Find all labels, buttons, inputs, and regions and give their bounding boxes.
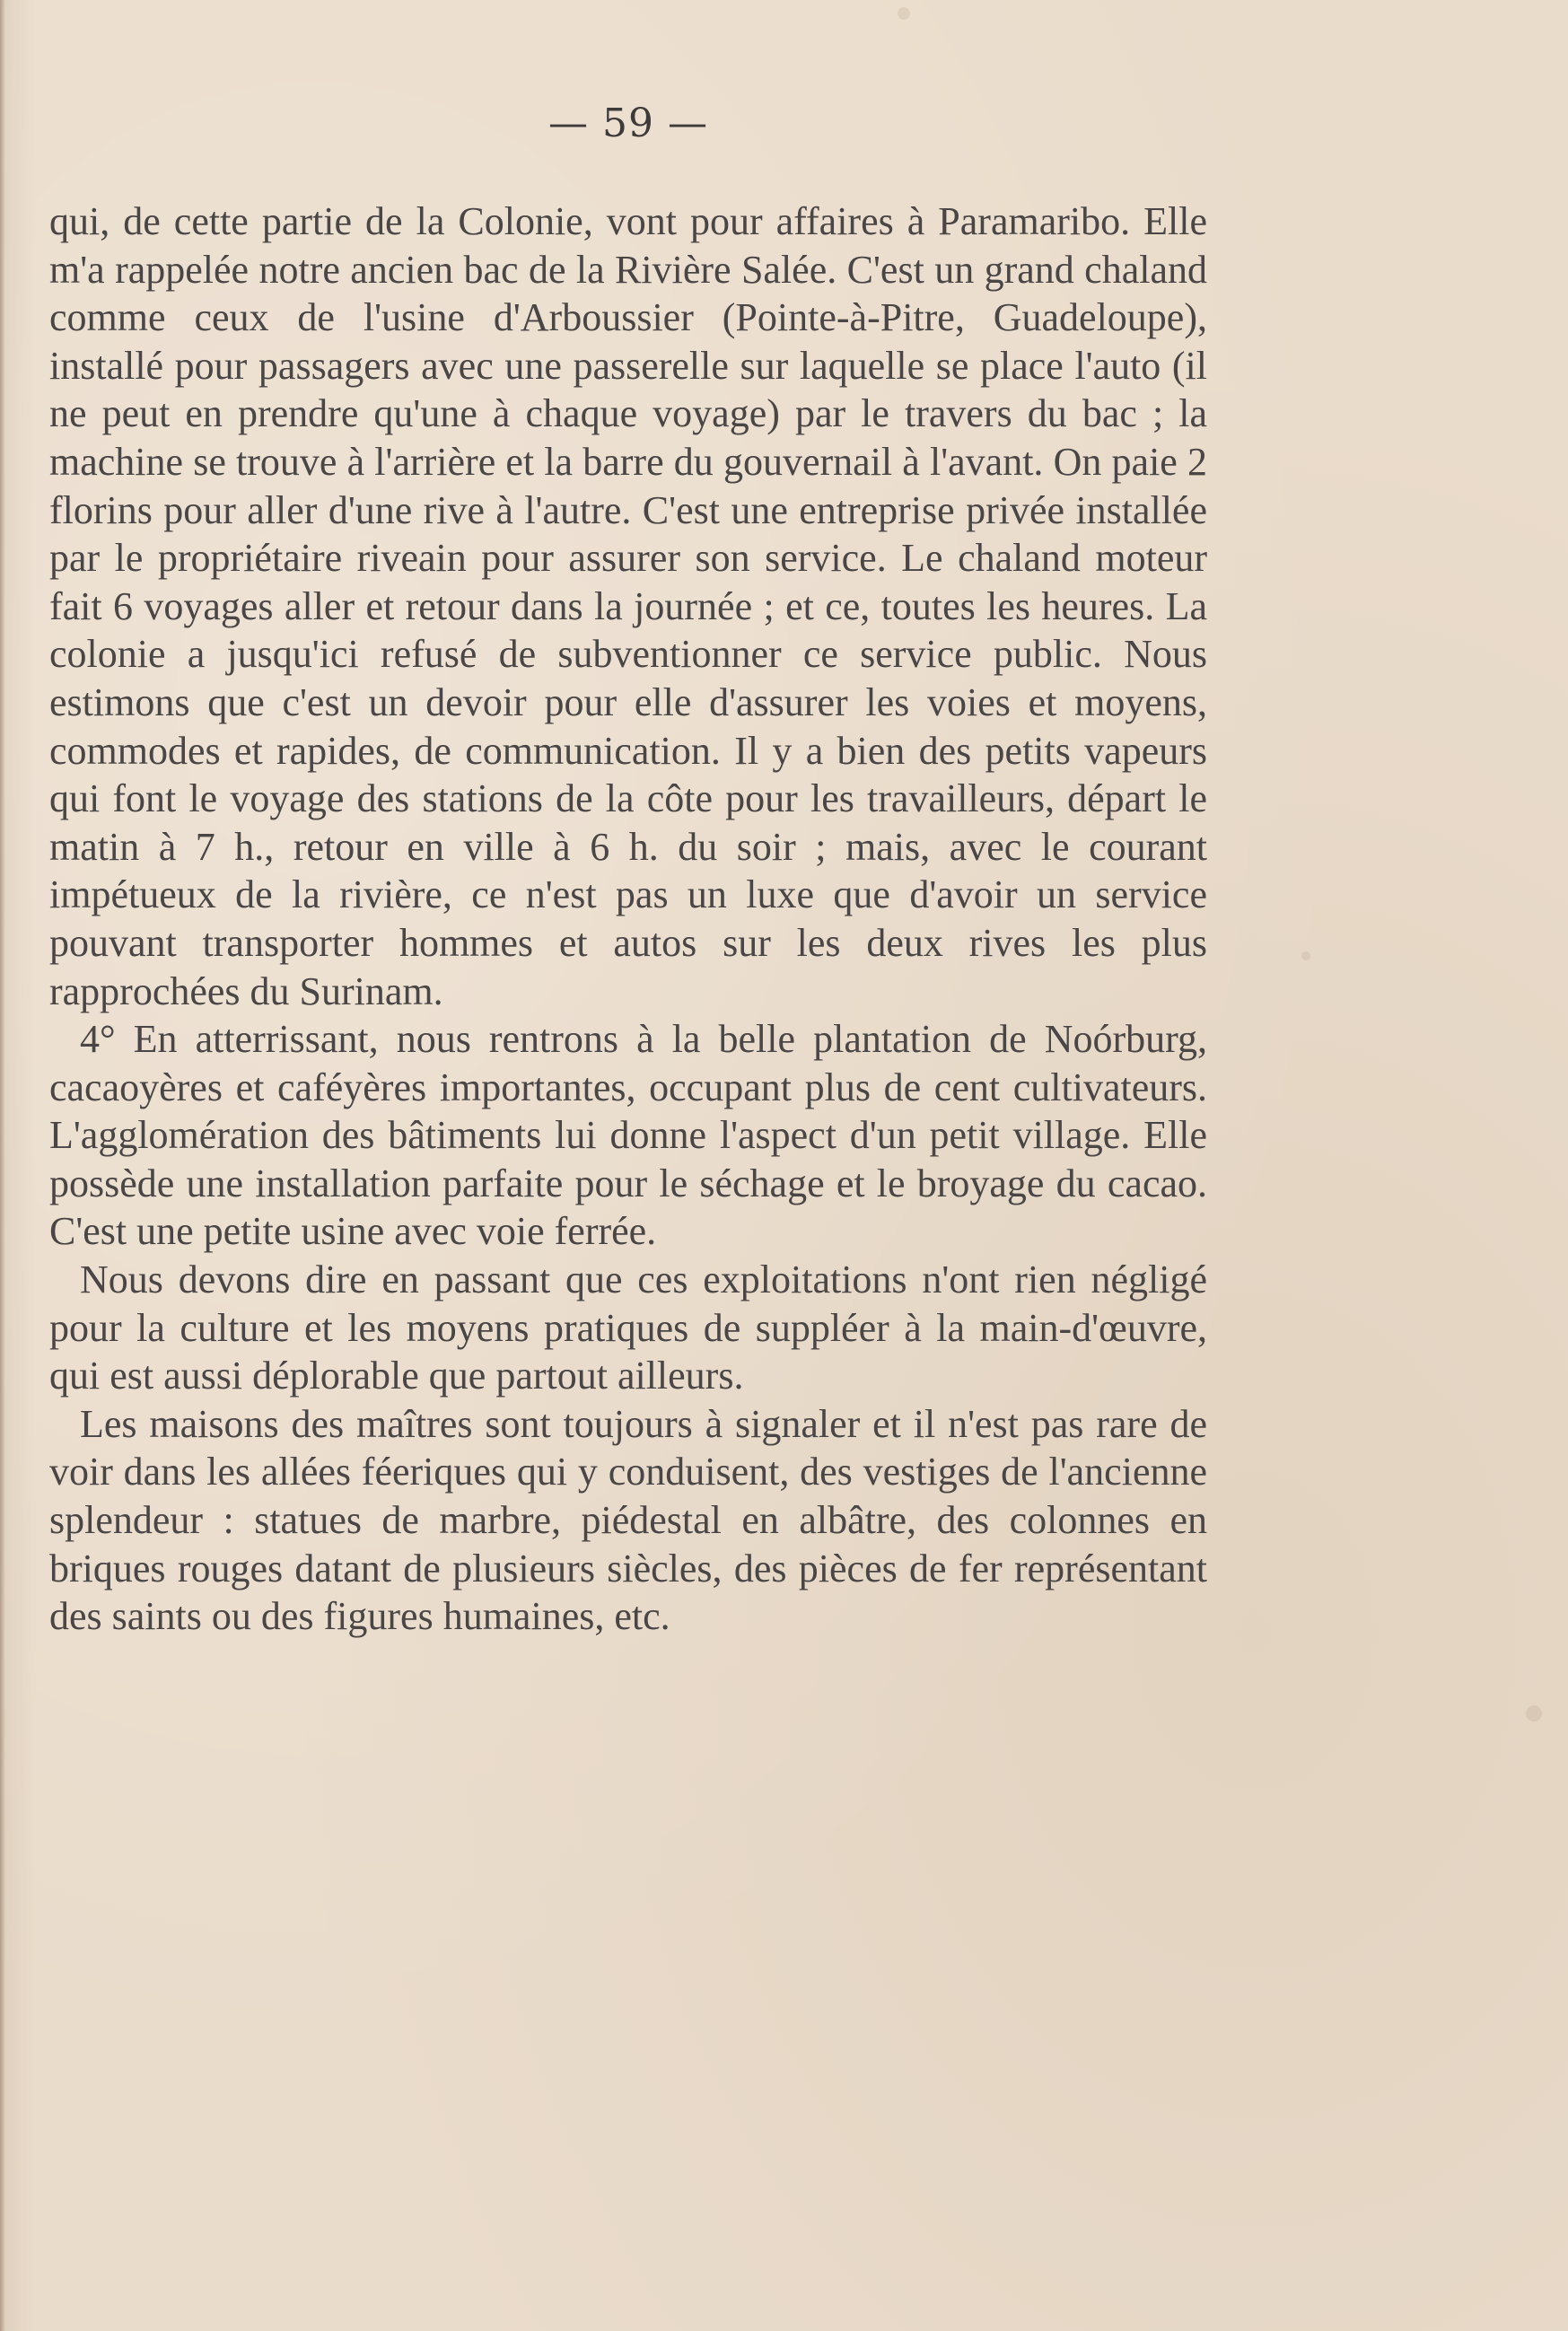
paragraph-2: 4° En atterrissant, nous rentrons à la belle plantation de Noórburg, cacaoyères et caféyères importantes, occupant plus de cent cultivateurs. L'agglomération des bâtiments lui donne l'aspect d'un petit village. Elle possède une installation parfaite pour le séchage et le broyage du cacao. C'est une petite usine avec voie ferrée. — [49, 1017, 1207, 1254]
binding-edge — [0, 0, 5, 2331]
paper-stain — [1526, 1705, 1542, 1722]
body-text — [49, 197, 1207, 1641]
paper-stain — [1301, 951, 1310, 960]
page-number: — 59 — — [548, 101, 708, 146]
paragraph-1: qui, de cette partie de la Colonie, vont pour affaires à Paramaribo. Elle m'a rappelée notre ancien bac de la Rivière Salée. C'est un grand chaland comme ceux de l'usine d'Arboussier (Pointe-à-Pitre, Guadeloupe), installé pour passagers avec une passerelle sur laquelle se place l'auto (il ne peut en prendre qu'une à chaque voyage) par le travers du bac ; la machine se trouve à l'arrière et la barre du gouvernail à l'avant. On paie 2 florins pour aller d'une rive à l'autre. C'est une entreprise privée installée par le propriétaire riveain pour assurer son service. Le chaland moteur fait 6 voyages aller et retour dans la journée ; et ce, toutes les heures. La colonie a jusqu'ici refusé de subventionner ce service public. Nous estimons que c'est un devoir pour elle d'assurer les voies et moyens, commodes et rapides, de communication. Il y a bien des petits vapeurs qui font le voyage des stations de la côte pour les travailleurs, départ le matin à 7 h., retour en ville à 6 h. du soir ; mais, avec le courant impétueux de la rivière, ce n'est pas un luxe que d'avoir un service pouvant transporter hommes et autos sur les deux rives les plus rapprochées du Surinam. — [49, 199, 1207, 1013]
paragraph-4: Les maisons des maîtres sont toujours à signaler et il n'est pas rare de voir dans les allées féeriques qui y conduisent, des vestiges de l'ancienne splendeur : statues de marbre, piédestal en albâtre, des colonnes en briques rouges datant de plusieurs siècles, des pièces de fer représentant des saints ou des figures humaines, etc. — [49, 1401, 1207, 1639]
paragraph-3: Nous devons dire en passant que ces exploitations n'ont rien négligé pour la culture et les moyens pratiques de suppléer à la main-d'œuvre, qui est aussi déplorable que partout ailleurs. — [49, 1258, 1207, 1398]
paper-stain — [898, 7, 910, 20]
